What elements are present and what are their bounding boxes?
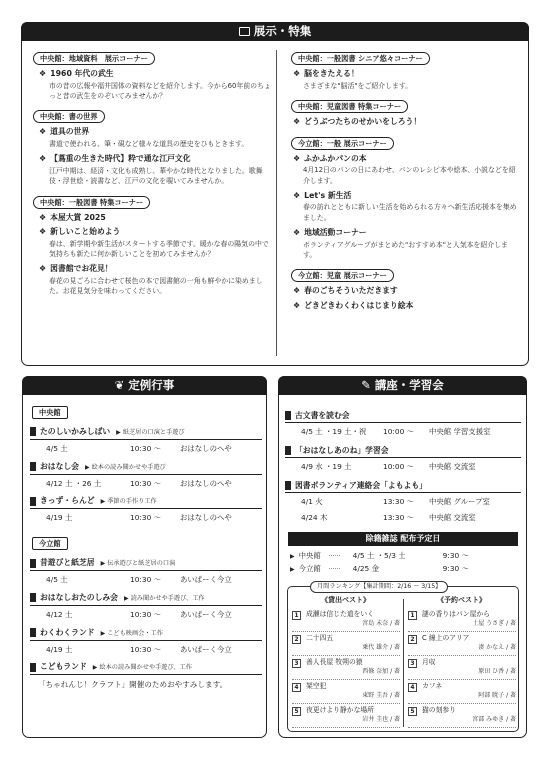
rank-title: 成瀬は信じた道をいく [306, 610, 374, 618]
exhibit-tag: 中央館：書の世界 [33, 110, 105, 123]
diamond-icon: ❖ [39, 154, 47, 164]
rank-number: 3 [292, 659, 301, 668]
distribution-header [288, 532, 518, 546]
lecture-name: 「おはなしあのね」学習会 [295, 446, 389, 456]
rank-author: 東野 圭吾 / 著 [362, 692, 400, 699]
rank-author: 乗代 雄介 / 著 [362, 644, 400, 651]
exhibit-group [31, 192, 271, 297]
event-sub: 絵本の読み聞かせや手遊び [91, 463, 166, 471]
event-place: あいぱーく今立 [180, 609, 232, 619]
distribution-dots: …… [328, 551, 341, 558]
square-icon [285, 411, 291, 420]
event-header [30, 592, 262, 606]
exhibit-item-desc: 書道で使われる、筆・硯など様々な道具の歴史をひもときます。 [49, 139, 249, 148]
distribution-dots: …… [328, 564, 341, 571]
exhibit-item-title-text: 春のごちそういただきます [304, 286, 398, 296]
event-header [30, 557, 262, 571]
square-icon [30, 593, 36, 602]
exhibit-tag: 今立館：児童 展示コーナー [291, 269, 394, 282]
rank-item [292, 633, 400, 656]
regular-body [30, 404, 262, 690]
rank-title: カフネ [422, 682, 443, 690]
rank-item [292, 609, 400, 632]
diamond-icon: ❖ [39, 127, 47, 137]
rank-author: 原田 ひ香 / 著 [478, 668, 516, 675]
event-date: 4/5 土 [46, 443, 68, 453]
exhibit-tag: 中央館：児童図書 特集コーナー [291, 100, 408, 113]
exhibit-group [285, 265, 521, 311]
exhibit-item-desc: 春花の見ごろに合わせて桜色の本で図書館の一角も鮮やかに染めました。お花見気分を味わってください。 [49, 277, 263, 296]
lecture-name: 古文書を読む会 [295, 411, 350, 420]
exhibit-item-title [293, 68, 521, 80]
regular-header [22, 376, 267, 395]
exhibit-group [285, 48, 521, 91]
event-sub: 絵本の読み聞かせや手遊び、工作 [99, 664, 192, 672]
rank-author: 阿部 暁子 / 著 [478, 692, 516, 699]
diamond-icon: ❖ [293, 228, 301, 238]
exhibit-item-title-text: 図書館でお花見！ [50, 264, 113, 274]
square-icon [285, 446, 291, 455]
diamond-icon: ❖ [39, 264, 47, 274]
rank-number: 4 [408, 683, 417, 692]
exhibit-item-desc: 江戸中期は、経済・文化も成熟し、華やかな時代となりました。歌舞伎・浮世絵・読書など、江戸の文化を覗いてみませんか。 [49, 166, 263, 186]
lecture-header-row [285, 410, 521, 423]
square-icon [30, 462, 36, 471]
diamond-icon: ❖ [293, 190, 301, 200]
rank-number: 2 [408, 635, 417, 644]
lecture-place: 中央館 交流室 [429, 513, 476, 523]
rank-item [292, 705, 400, 728]
lecture-header-row [285, 480, 521, 493]
event-header [30, 461, 262, 475]
event-name: 昔遊びと紙芝居 [40, 558, 95, 568]
event-date: 4/19 土 [46, 644, 73, 654]
exhibit-group [31, 106, 271, 186]
lend-list [292, 609, 400, 729]
lecture-time: 13:30 〜 [383, 497, 415, 507]
diamond-icon: ❖ [39, 69, 47, 78]
play-icon: ▶ [123, 594, 129, 602]
lend-title: 《貸出ベスト》 [321, 596, 370, 604]
event-sub: 読み聞かせや手遊び、工作 [130, 594, 205, 602]
diamond-icon: ❖ [39, 227, 47, 237]
rank-author: 岩井 圭也 / 著 [362, 716, 400, 723]
lecture-date: 4/1 火 [301, 497, 323, 507]
distribution-place: 今立館 [298, 564, 321, 573]
lecture-row [285, 423, 521, 439]
image-icon [239, 27, 250, 36]
distribution-time: 9:30 〜 [442, 564, 469, 573]
exhibit-tag: 中央館：一般図書 特集コーナー [33, 196, 150, 209]
lecture-date: 4/9 水 ・19 土 [301, 462, 352, 472]
arrow-icon: ▶ [290, 566, 295, 573]
event-time: 10:30 〜 [130, 644, 162, 654]
event-header [30, 495, 262, 509]
event-name: おはなし会 [40, 461, 79, 471]
exhibit-left-column [31, 48, 271, 302]
diamond-icon: ❖ [293, 69, 301, 78]
lecture-row [285, 493, 521, 509]
exhibit-right-column [285, 48, 521, 317]
lecture-body [285, 410, 521, 525]
sprout-icon: ❦ [114, 378, 125, 392]
event-time: 10:30 〜 [130, 443, 162, 453]
exhibit-item-desc: 春の訪れとともに新しい生活を始められる方々へ新生活応援本を集めました。 [303, 203, 517, 222]
event-note: 「ちゃれんじ！クラフト」開催のためおやすみします。 [38, 680, 228, 690]
event-row [30, 571, 262, 589]
event-row [30, 606, 262, 624]
event-time: 10:30 〜 [130, 478, 162, 488]
exhibit-item-title-text: 1960 年代の武生 [50, 69, 114, 78]
rank-author: 宮島 未奈 / 著 [362, 620, 400, 627]
event-name: きっず・らんど [40, 496, 95, 506]
rank-title: 月収 [422, 658, 436, 666]
rank-item [408, 633, 516, 656]
event-date: 4/19 土 [46, 513, 73, 523]
event-name: たのしいかみしばい [40, 427, 111, 436]
event-header [30, 661, 262, 675]
lecture-date: 4/24 木 [301, 513, 328, 523]
rank-title: 二十四五 [306, 634, 334, 642]
distribution-date: 4/5 土 ・5/3 土 [352, 551, 406, 560]
exhibit-item-title [39, 226, 271, 238]
imadate-label: 今立館 [32, 537, 68, 550]
ranking-title: 月間ランキング【集計期間：2/16 〜 3/15】 [310, 581, 448, 593]
event-date: 4/12 土 [46, 609, 73, 619]
event-sub: 紙芝居の口演と手遊び [122, 429, 185, 436]
play-icon: ▶ [100, 629, 106, 637]
event-place: おはなしのへや [180, 513, 232, 523]
exhibit-item-title [39, 68, 271, 80]
rank-number: 3 [408, 659, 417, 668]
exhibit-item-desc: 4月12日のパンの日にあわせ、パンのレシピ本や絵本、小説などを紹介します。 [303, 166, 516, 185]
rank-item [408, 705, 516, 728]
exhibit-item-title [39, 153, 271, 165]
exhibit-item-title [293, 116, 521, 128]
chuo-label: 中央館 [32, 406, 68, 419]
exhibit-item-title-text: 脳をきたえる！ [304, 69, 359, 78]
event-place: おはなしのへや [180, 443, 232, 453]
rank-title: 謎の香りはパン屋から [422, 610, 490, 618]
diamond-icon: ❖ [39, 212, 47, 222]
lecture-row [285, 509, 521, 525]
exhibit-item-title [293, 285, 521, 297]
distribution-row [290, 550, 520, 563]
lecture-place: 中央館 グループ室 [429, 497, 490, 507]
exhibit-item-title-text: ふかふかパンの本 [304, 153, 367, 163]
exhibit-item-title [293, 227, 521, 239]
diamond-icon: ❖ [293, 301, 301, 311]
rank-author: 湊 かなえ / 著 [478, 644, 516, 651]
play-icon: ▶ [100, 560, 106, 568]
event-sub: 季節の手作り工作 [107, 498, 157, 506]
exhibit-tag: 中央館：地域資料 展示コーナー [33, 52, 155, 65]
event-name: こどもランド [40, 662, 87, 672]
event-name: わくわくランド [40, 627, 95, 637]
exhibit-item-desc: さまざまな"脳活"をご紹介します。 [303, 81, 413, 90]
exhibit-item-desc: 春は、新学期や新生活がスタートする季節です。暖かな春の陽気の中で気持ちも新たに何か新しいことを初めてみませんか？ [49, 239, 269, 259]
rank-author: 土屋 うさぎ / 著 [472, 620, 516, 627]
square-icon [30, 497, 36, 506]
exhibit-item-title [293, 190, 521, 202]
event-header [30, 426, 262, 440]
event-sub: 伝承遊びと紙芝居の口演 [107, 560, 176, 568]
event-sub: こども映画会・工作 [107, 629, 163, 637]
rank-item [292, 681, 400, 704]
rank-number: 4 [292, 683, 301, 692]
distribution-row [290, 563, 520, 576]
exhibit-item-title [39, 263, 271, 275]
lecture-place: 中央館 学習支援室 [429, 427, 491, 437]
exhibit-item-desc: 市の昔の広報や福井国体の資料などを紹介します。今から60年前のちょっと昔の武生をのぞいてみませんか？ [49, 81, 271, 100]
rank-title: 猫の刻参り [422, 706, 456, 714]
exhibit-header [21, 22, 529, 41]
rank-author: 宮部 みゆき / 著 [472, 716, 516, 723]
exhibit-item-title [39, 212, 271, 224]
event-time: 10:30 〜 [130, 609, 162, 619]
exhibit-item-title-text: どうぶつたちのせかいをしろう！ [304, 116, 422, 126]
event-place: おはなしのへや [180, 478, 232, 488]
rank-title: 夜更けより静かな場所 [306, 706, 374, 714]
event-row [30, 509, 262, 527]
event-date: 4/12 土 ・26 土 [46, 478, 102, 488]
play-icon: ▶ [84, 463, 90, 471]
exhibit-item-title-text: Let's 新生活 [304, 190, 352, 200]
event-place: あいぱーく今立 [180, 644, 232, 654]
lecture-header [278, 376, 527, 395]
lecture-time: 13:30 〜 [383, 513, 415, 523]
distribution-body [290, 550, 520, 576]
lecture-time: 10:00 〜 [383, 427, 415, 437]
lecture-title: 講座・学習会 [374, 378, 444, 392]
square-icon [30, 427, 36, 436]
lecture-date: 4/5 土 ・19 土・祝 [301, 427, 367, 437]
rank-item [292, 657, 400, 680]
exhibit-item-title-text: 地域活動コーナー [304, 228, 367, 238]
rank-title: C 線上のアリア [422, 634, 470, 642]
ranking-divider [403, 599, 404, 727]
event-time: 10:30 〜 [130, 575, 162, 585]
rank-item [408, 657, 516, 680]
lecture-time: 10:00 〜 [383, 462, 415, 472]
diamond-icon: ❖ [293, 153, 301, 163]
exhibit-item-title-text: 本屋大賞 2025 [50, 212, 106, 222]
distribution-time: 9:30 〜 [442, 551, 469, 560]
exhibit-title: 展示・特集 [253, 24, 312, 38]
regular-title: 定例行事 [128, 378, 175, 392]
pen-icon: ✎ [361, 378, 371, 392]
exhibit-group [31, 48, 271, 101]
lecture-row [285, 458, 521, 474]
exhibit-item-title-text: 新しいこと始めよう [50, 227, 121, 237]
rank-number: 1 [292, 611, 301, 620]
rank-number: 5 [408, 707, 417, 716]
exhibit-item-title-text: 【蔦重の生きた時代】粋で通な江戸文化 [50, 154, 191, 164]
play-icon: ▶ [100, 498, 106, 506]
distribution-title: 除籍雑誌 配布予定日 [365, 534, 441, 543]
exhibit-item-desc: ボランティアグループがまとめた"おすすめ本"と人気本を紹介します。 [303, 240, 508, 260]
play-icon: ▶ [92, 664, 98, 672]
exhibit-item-title [293, 153, 521, 165]
exhibit-group [285, 133, 521, 261]
event-date: 4/5 土 [46, 575, 68, 585]
event-name: おはなしおたのしみ会 [40, 592, 118, 602]
exhibit-item-title [293, 300, 521, 312]
rank-item [408, 609, 516, 632]
reserve-title: 《予約ベスト》 [437, 596, 486, 604]
exhibit-divider [276, 50, 277, 356]
diamond-icon: ❖ [293, 116, 301, 126]
distribution-place: 中央館 [298, 551, 321, 560]
square-icon [285, 481, 291, 490]
event-place: あいぱーく今立 [180, 575, 232, 585]
rank-author: 西條 奈加 / 著 [362, 668, 400, 675]
lecture-name: 図書ボランティア連絡会「よもよも」 [295, 481, 427, 491]
exhibit-tag: 中央館：一般図書 シニア悠々コーナー [291, 52, 430, 65]
diamond-icon: ❖ [293, 286, 301, 296]
exhibit-group [285, 96, 521, 128]
rank-number: 5 [292, 707, 301, 716]
event-row [30, 440, 262, 458]
ranking-box [287, 583, 519, 732]
reserve-list [408, 609, 516, 729]
rank-title: 架空犯 [306, 682, 327, 690]
event-time: 10:30 〜 [130, 513, 162, 523]
lecture-place: 中央館 交流室 [429, 462, 476, 472]
arrow-icon: ▶ [290, 553, 295, 560]
exhibit-item-title [39, 126, 271, 138]
rank-number: 2 [292, 635, 301, 644]
event-row [30, 641, 262, 659]
lecture-header-row [285, 445, 521, 458]
event-row [30, 475, 262, 493]
rank-number: 1 [408, 611, 417, 620]
square-icon [30, 663, 36, 672]
distribution-date: 4/25 金 [352, 564, 379, 573]
exhibit-item-title-text: どきどきわくわくはじまり絵本 [304, 301, 414, 311]
rank-title: 善人長屋 牧朔の猿 [306, 658, 363, 666]
square-icon [30, 628, 36, 637]
play-icon: ▶ [116, 429, 121, 436]
exhibit-item-title-text: 道具の世界 [50, 127, 90, 137]
rank-item [408, 681, 516, 704]
exhibit-tag: 今立館：一般 展示コーナー [291, 137, 394, 150]
event-header [30, 627, 262, 641]
square-icon [30, 559, 36, 568]
